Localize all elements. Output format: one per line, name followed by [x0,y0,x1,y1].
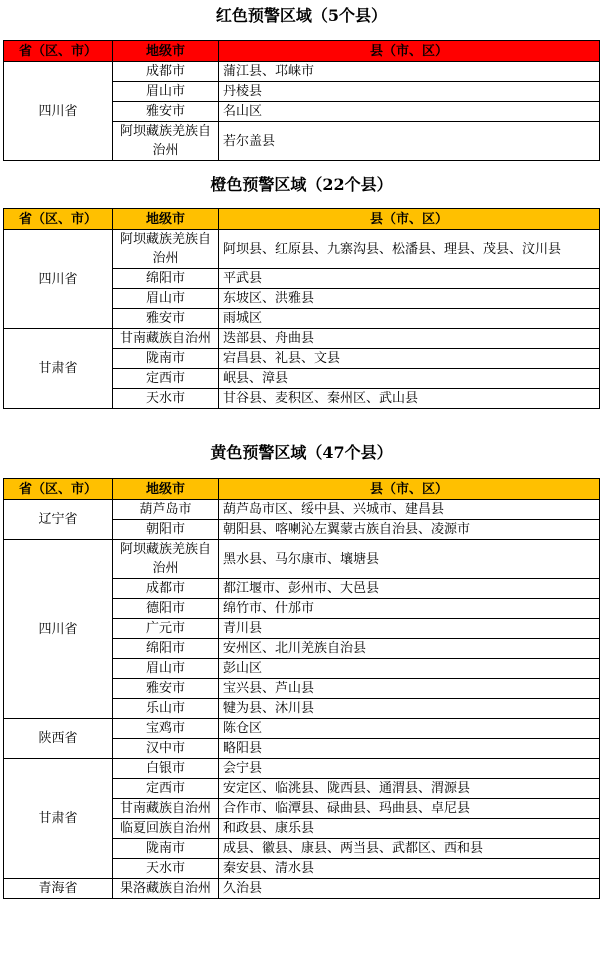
county-cell: 会宁县 [219,759,600,779]
header-city: 地级市 [113,209,219,230]
county-cell: 宕昌县、礼县、文县 [219,349,600,369]
county-cell: 安定区、临洮县、陇西县、通渭县、渭源县 [219,779,600,799]
table-row [4,540,600,579]
province-cell: 四川省 [4,540,113,719]
city-cell: 雅安市 [113,679,219,699]
table-row [4,329,600,349]
city-cell: 陇南市 [113,839,219,859]
city-cell: 甘南藏族自治州 [113,799,219,819]
county-cell: 都江堰市、彭州市、大邑县 [219,579,600,599]
city-cell: 眉山市 [113,82,219,102]
county-cell: 蒲江县、邛崃市 [219,62,600,82]
county-cell: 成县、徽县、康县、两当县、武都区、西和县 [219,839,600,859]
county-cell: 久治县 [219,879,600,899]
city-cell: 天水市 [113,389,219,409]
city-cell: 阿坝藏族羌族自治州 [113,122,219,161]
province-cell: 陕西省 [4,719,113,759]
county-cell: 绵竹市、什邡市 [219,599,600,619]
county-cell: 和政县、康乐县 [219,819,600,839]
table-row [4,879,600,899]
city-cell: 阿坝藏族羌族自治州 [113,540,219,579]
city-cell: 临夏回族自治州 [113,819,219,839]
table-header-row [4,209,600,230]
city-cell: 雅安市 [113,102,219,122]
county-cell: 安州区、北川羌族自治县 [219,639,600,659]
city-cell: 葫芦岛市 [113,500,219,520]
table-row [4,719,600,739]
city-cell: 雅安市 [113,309,219,329]
city-cell: 成都市 [113,579,219,599]
county-cell: 略阳县 [219,739,600,759]
header-county: 县（市、区） [219,479,600,500]
county-cell: 宝兴县、芦山县 [219,679,600,699]
county-cell: 迭部县、舟曲县 [219,329,600,349]
table-row [4,62,600,82]
city-cell: 眉山市 [113,289,219,309]
county-cell: 陈仓区 [219,719,600,739]
city-cell: 甘南藏族自治州 [113,329,219,349]
city-cell: 果洛藏族自治州 [113,879,219,899]
county-cell: 丹棱县 [219,82,600,102]
city-cell: 绵阳市 [113,269,219,289]
header-province: 省（区、市） [4,479,113,500]
table-header-row [4,479,600,500]
city-cell: 定西市 [113,369,219,389]
city-cell: 陇南市 [113,349,219,369]
province-cell: 甘肃省 [4,329,113,409]
province-cell: 四川省 [4,230,113,329]
county-cell: 甘谷县、麦积区、秦州区、武山县 [219,389,600,409]
county-cell: 彭山区 [219,659,600,679]
city-cell: 德阳市 [113,599,219,619]
table-row [4,230,600,269]
county-cell: 合作市、临潭县、碌曲县、玛曲县、卓尼县 [219,799,600,819]
city-cell: 白银市 [113,759,219,779]
header-county: 县（市、区） [219,209,600,230]
city-cell: 广元市 [113,619,219,639]
county-cell: 犍为县、沐川县 [219,699,600,719]
province-cell: 青海省 [4,879,113,899]
county-cell: 岷县、漳县 [219,369,600,389]
city-cell: 乐山市 [113,699,219,719]
table-row [4,500,600,520]
header-city: 地级市 [113,41,219,62]
red-warning-table [3,40,600,161]
city-cell: 定西市 [113,779,219,799]
county-cell: 名山区 [219,102,600,122]
orange-warning-table [3,208,600,409]
county-cell: 青川县 [219,619,600,639]
city-cell: 眉山市 [113,659,219,679]
county-cell: 黑水县、马尔康市、壤塘县 [219,540,600,579]
county-cell: 雨城区 [219,309,600,329]
province-cell: 甘肃省 [4,759,113,879]
header-city: 地级市 [113,479,219,500]
province-cell: 四川省 [4,62,113,161]
city-cell: 朝阳市 [113,520,219,540]
city-cell: 天水市 [113,859,219,879]
county-cell: 朝阳县、喀喇沁左翼蒙古族自治县、凌源市 [219,520,600,540]
city-cell: 阿坝藏族羌族自治州 [113,230,219,269]
county-cell: 葫芦岛市区、绥中县、兴城市、建昌县 [219,500,600,520]
city-cell: 绵阳市 [113,639,219,659]
city-cell: 宝鸡市 [113,719,219,739]
table-header-row [4,41,600,62]
county-cell: 阿坝县、红原县、九寨沟县、松潘县、理县、茂县、汶川县 [219,230,600,269]
county-cell: 东坡区、洪雅县 [219,289,600,309]
city-cell: 成都市 [113,62,219,82]
county-cell: 秦安县、清水县 [219,859,600,879]
province-cell: 辽宁省 [4,500,113,540]
county-cell: 平武县 [219,269,600,289]
table-row [4,759,600,779]
header-county: 县（市、区） [219,41,600,62]
city-cell: 汉中市 [113,739,219,759]
county-cell: 若尔盖县 [219,122,600,161]
yellow-section-title: 黄色预警区域（47个县） [210,443,393,462]
red-section-title: 红色预警区域（5个县） [215,6,388,25]
header-province: 省（区、市） [4,41,113,62]
orange-section-title: 橙色预警区域（22个县） [210,175,393,194]
header-province: 省（区、市） [4,209,113,230]
yellow-warning-table [3,478,600,899]
